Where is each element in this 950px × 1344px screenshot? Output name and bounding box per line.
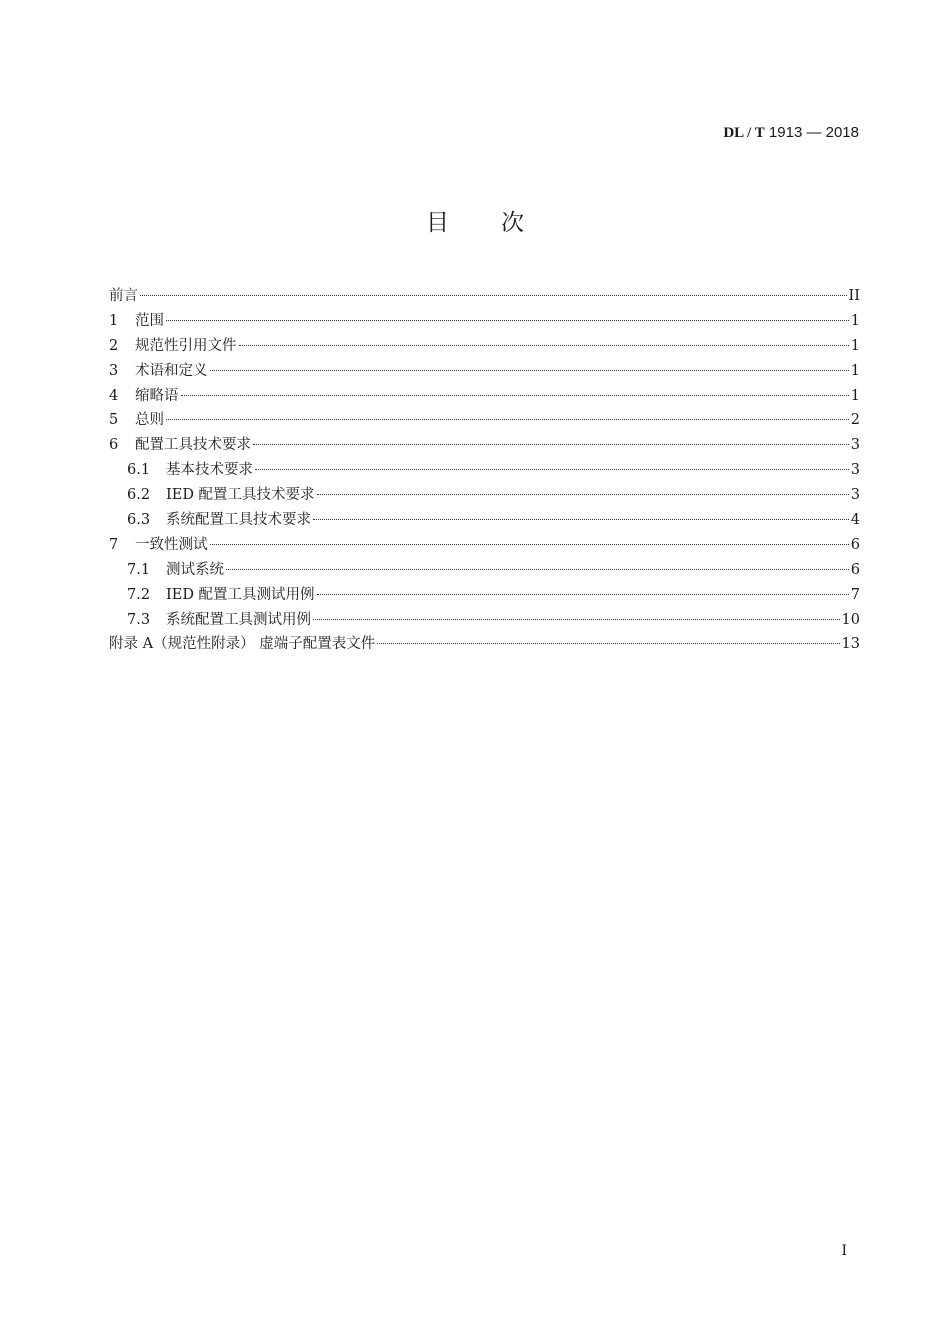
toc-leader [140, 295, 847, 296]
toc-entry-page: 3 [850, 437, 860, 454]
toc-entry-appendix-a[interactable] [109, 632, 860, 657]
toc-entry-title: 配置工具技术要求 [135, 437, 251, 454]
toc-entry-number: 1 [109, 312, 119, 329]
toc-entry-page: 1 [850, 387, 860, 404]
toc-leader [226, 569, 849, 570]
toc-entry-title: 规范性引用文件 [135, 337, 237, 354]
toc-entry-page: 6 [850, 561, 860, 578]
toc-entry-page: 1 [850, 337, 860, 354]
toc-entry-title: 测试系统 [166, 561, 224, 578]
toc-entry-number: 4 [109, 387, 119, 404]
toc-entry-page: 2 [850, 412, 860, 429]
toc-leader [313, 619, 840, 620]
toc-entry-title: IED 配置工具技术要求 [166, 487, 315, 504]
toc-entry-5[interactable] [109, 408, 860, 433]
toc-entry-title: 一致性测试 [135, 536, 208, 553]
page-title-char-2: 次 [501, 210, 524, 236]
standard-number: 1913 — 2018 [768, 124, 859, 141]
toc-entry-page: 6 [850, 536, 860, 553]
toc-entry-title: 系统配置工具测试用例 [166, 611, 311, 628]
toc-entry-title: 缩略语 [135, 387, 179, 404]
toc-entry-number: 6.1 [127, 462, 151, 479]
toc-entry-page: 3 [850, 487, 860, 504]
toc-entry-7-3[interactable] [109, 608, 860, 633]
standard-prefix: DL / T [723, 125, 765, 141]
toc-entry-7[interactable] [109, 533, 860, 558]
toc-entry-number: 2 [109, 337, 119, 354]
toc-entry-title: 系统配置工具技术要求 [166, 512, 311, 529]
standard-code [723, 124, 859, 142]
toc-entry-title: 附录 A（规范性附录） 虚端子配置表文件 [109, 636, 376, 653]
toc-leader [317, 594, 849, 595]
toc-entry-title: 基本技术要求 [166, 462, 253, 479]
toc-leader [239, 345, 849, 346]
toc-leader [181, 395, 849, 396]
toc-entry-6-3[interactable] [109, 508, 860, 533]
toc-entry-foreword[interactable] [109, 284, 860, 309]
toc-entry-3[interactable] [109, 359, 860, 384]
page-title [0, 204, 950, 237]
toc-entry-7-1[interactable] [109, 558, 860, 583]
toc-leader [166, 419, 849, 420]
toc-entry-6-1[interactable] [109, 458, 860, 483]
toc-entry-title: 术语和定义 [135, 362, 208, 379]
toc-entry-1[interactable] [109, 309, 860, 334]
toc-entry-page: 1 [850, 312, 860, 329]
page-title-char-1: 目 [426, 210, 449, 236]
toc-entry-number: 7 [109, 536, 119, 553]
toc-leader [253, 444, 849, 445]
toc-entry-title: 范围 [135, 312, 164, 329]
toc-entry-number: 5 [109, 412, 119, 429]
toc-entry-number: 3 [109, 362, 119, 379]
toc-entry-number: 6 [109, 437, 119, 454]
toc-leader [377, 643, 839, 644]
toc-entry-title: 前言 [109, 288, 138, 304]
toc-entry-number: 7.2 [127, 586, 151, 603]
toc-entry-4[interactable] [109, 384, 860, 409]
toc-entry-page: 4 [850, 512, 860, 529]
page-number: I [841, 1243, 847, 1259]
toc-entry-title: 总则 [135, 412, 164, 429]
toc-entry-number: 6.3 [127, 512, 151, 529]
toc-leader [210, 544, 849, 545]
toc-leader [255, 469, 849, 470]
toc-entry-6-2[interactable] [109, 483, 860, 508]
toc-entry-page: 13 [841, 636, 860, 653]
toc-entry-number: 7.3 [127, 611, 151, 628]
toc-leader [210, 370, 849, 371]
toc-entry-page: 7 [850, 586, 860, 603]
toc-leader [313, 519, 849, 520]
toc-leader [166, 320, 849, 321]
toc-entry-title: IED 配置工具测试用例 [166, 586, 315, 603]
toc-entry-2[interactable] [109, 334, 860, 359]
toc-entry-number: 6.2 [127, 487, 151, 504]
toc-entry-6[interactable] [109, 433, 860, 458]
toc-leader [317, 494, 849, 495]
table-of-contents [109, 284, 860, 657]
toc-entry-page: 10 [841, 611, 860, 628]
toc-entry-page: 1 [850, 362, 860, 379]
toc-entry-page: 3 [850, 462, 860, 479]
toc-entry-7-2[interactable] [109, 583, 860, 608]
toc-entry-number: 7.1 [127, 561, 151, 578]
toc-entry-page: II [848, 288, 860, 304]
